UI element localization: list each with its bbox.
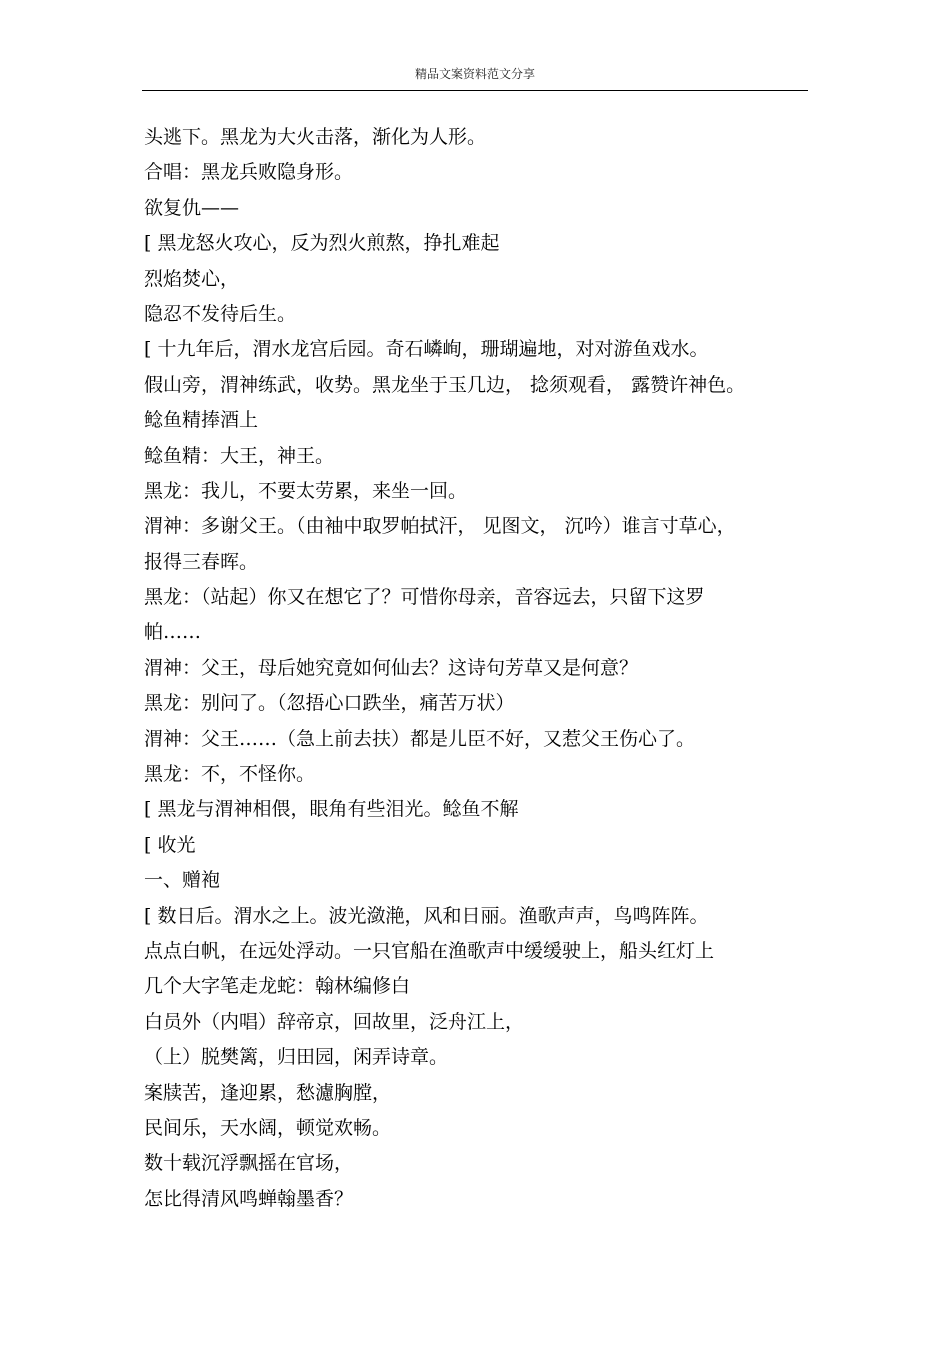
text-line: [ 收光 [144,833,196,856]
text-line: （上）脱樊篱，归田园，闲弄诗章。 [144,1046,449,1069]
text-line: 烈焰焚心， [144,267,240,290]
text-line: 怎比得清风鸣蝉翰墨香？ [144,1187,354,1210]
text-line: 黑龙：别问了。（忽捂心口跌坐，痛苦万状） [144,692,515,715]
text-line: 渭神：父王……（急上前去扶）都是儿臣不好，又惹父王伤心了。 [144,727,696,750]
text-line: 白员外（内唱）辞帝京，回故里，泛舟江上， [144,1010,525,1033]
text-line: 渭神：多谢父王。（由袖中取罗帕拭汗， 见图文， 沉吟）谁言寸草心， [144,515,736,538]
text-line: 民间乐，天水阔，顿觉欢畅。 [144,1116,392,1139]
text-line: 黑龙：不，不怪你。 [144,763,316,786]
text-line: 欲复仇—— [144,196,240,219]
text-line: 报得三春晖。 [144,550,259,573]
text-line: 渭神：父王，母后她究竟如何仙去？这诗句芳草又是何意？ [144,656,639,679]
text-line: [ 黑龙怒火攻心，反为烈火煎熬，挣扎难起 [144,232,500,255]
text-line: 帕…… [144,621,202,644]
text-line: 鲶鱼精：大王，神王。 [144,444,335,467]
text-line: 一、赠袍 [144,869,221,892]
text-line: 隐忍不发待后生。 [144,302,297,325]
page-header: 精品文案资料范文分享 [414,67,535,81]
text-line: 合唱：黑龙兵败隐身形。 [144,161,354,184]
script-body [144,120,808,1217]
text-line: 案牍苦，逢迎累，愁濾胸膛， [144,1081,392,1104]
text-line: 数十载沉浮飘摇在官场， [144,1152,354,1175]
text-line: 几个大字笔走龙蛇：翰林编修白 [144,975,411,998]
text-line: 头逃下。黑龙为大火击落，渐化为人形。 [144,126,487,148]
text-line: 黑龙：（站起）你又在想它了？可惜你母亲，音容远去，只留下这罗 [144,586,705,609]
text-line: 点点白帆，在远处浮动。一只官船在渔歌声中缓缓驶上，船头红灯上 [144,939,715,962]
text-line: [ 数日后。渭水之上。波光潋滟，风和日丽。渔歌声声，鸟鸣阵阵。 [144,904,709,927]
text-line: [ 黑龙与渭神相偎，眼角有些泪光。鲶鱼不解 [144,798,519,821]
header-divider [142,90,808,91]
text-line: 假山旁，渭神练武，收势。黑龙坐于玉几边， 捻须观看， 露赞许神色。 [144,373,746,396]
text-line: 黑龙：我儿，不要太劳累，来坐一回。 [144,479,468,502]
text-line: 鲶鱼精捧酒上 [144,409,259,432]
text-line: [ 十九年后，渭水龙宫后园。奇石嶙峋，珊瑚遍地，对对游鱼戏水。 [144,338,709,361]
